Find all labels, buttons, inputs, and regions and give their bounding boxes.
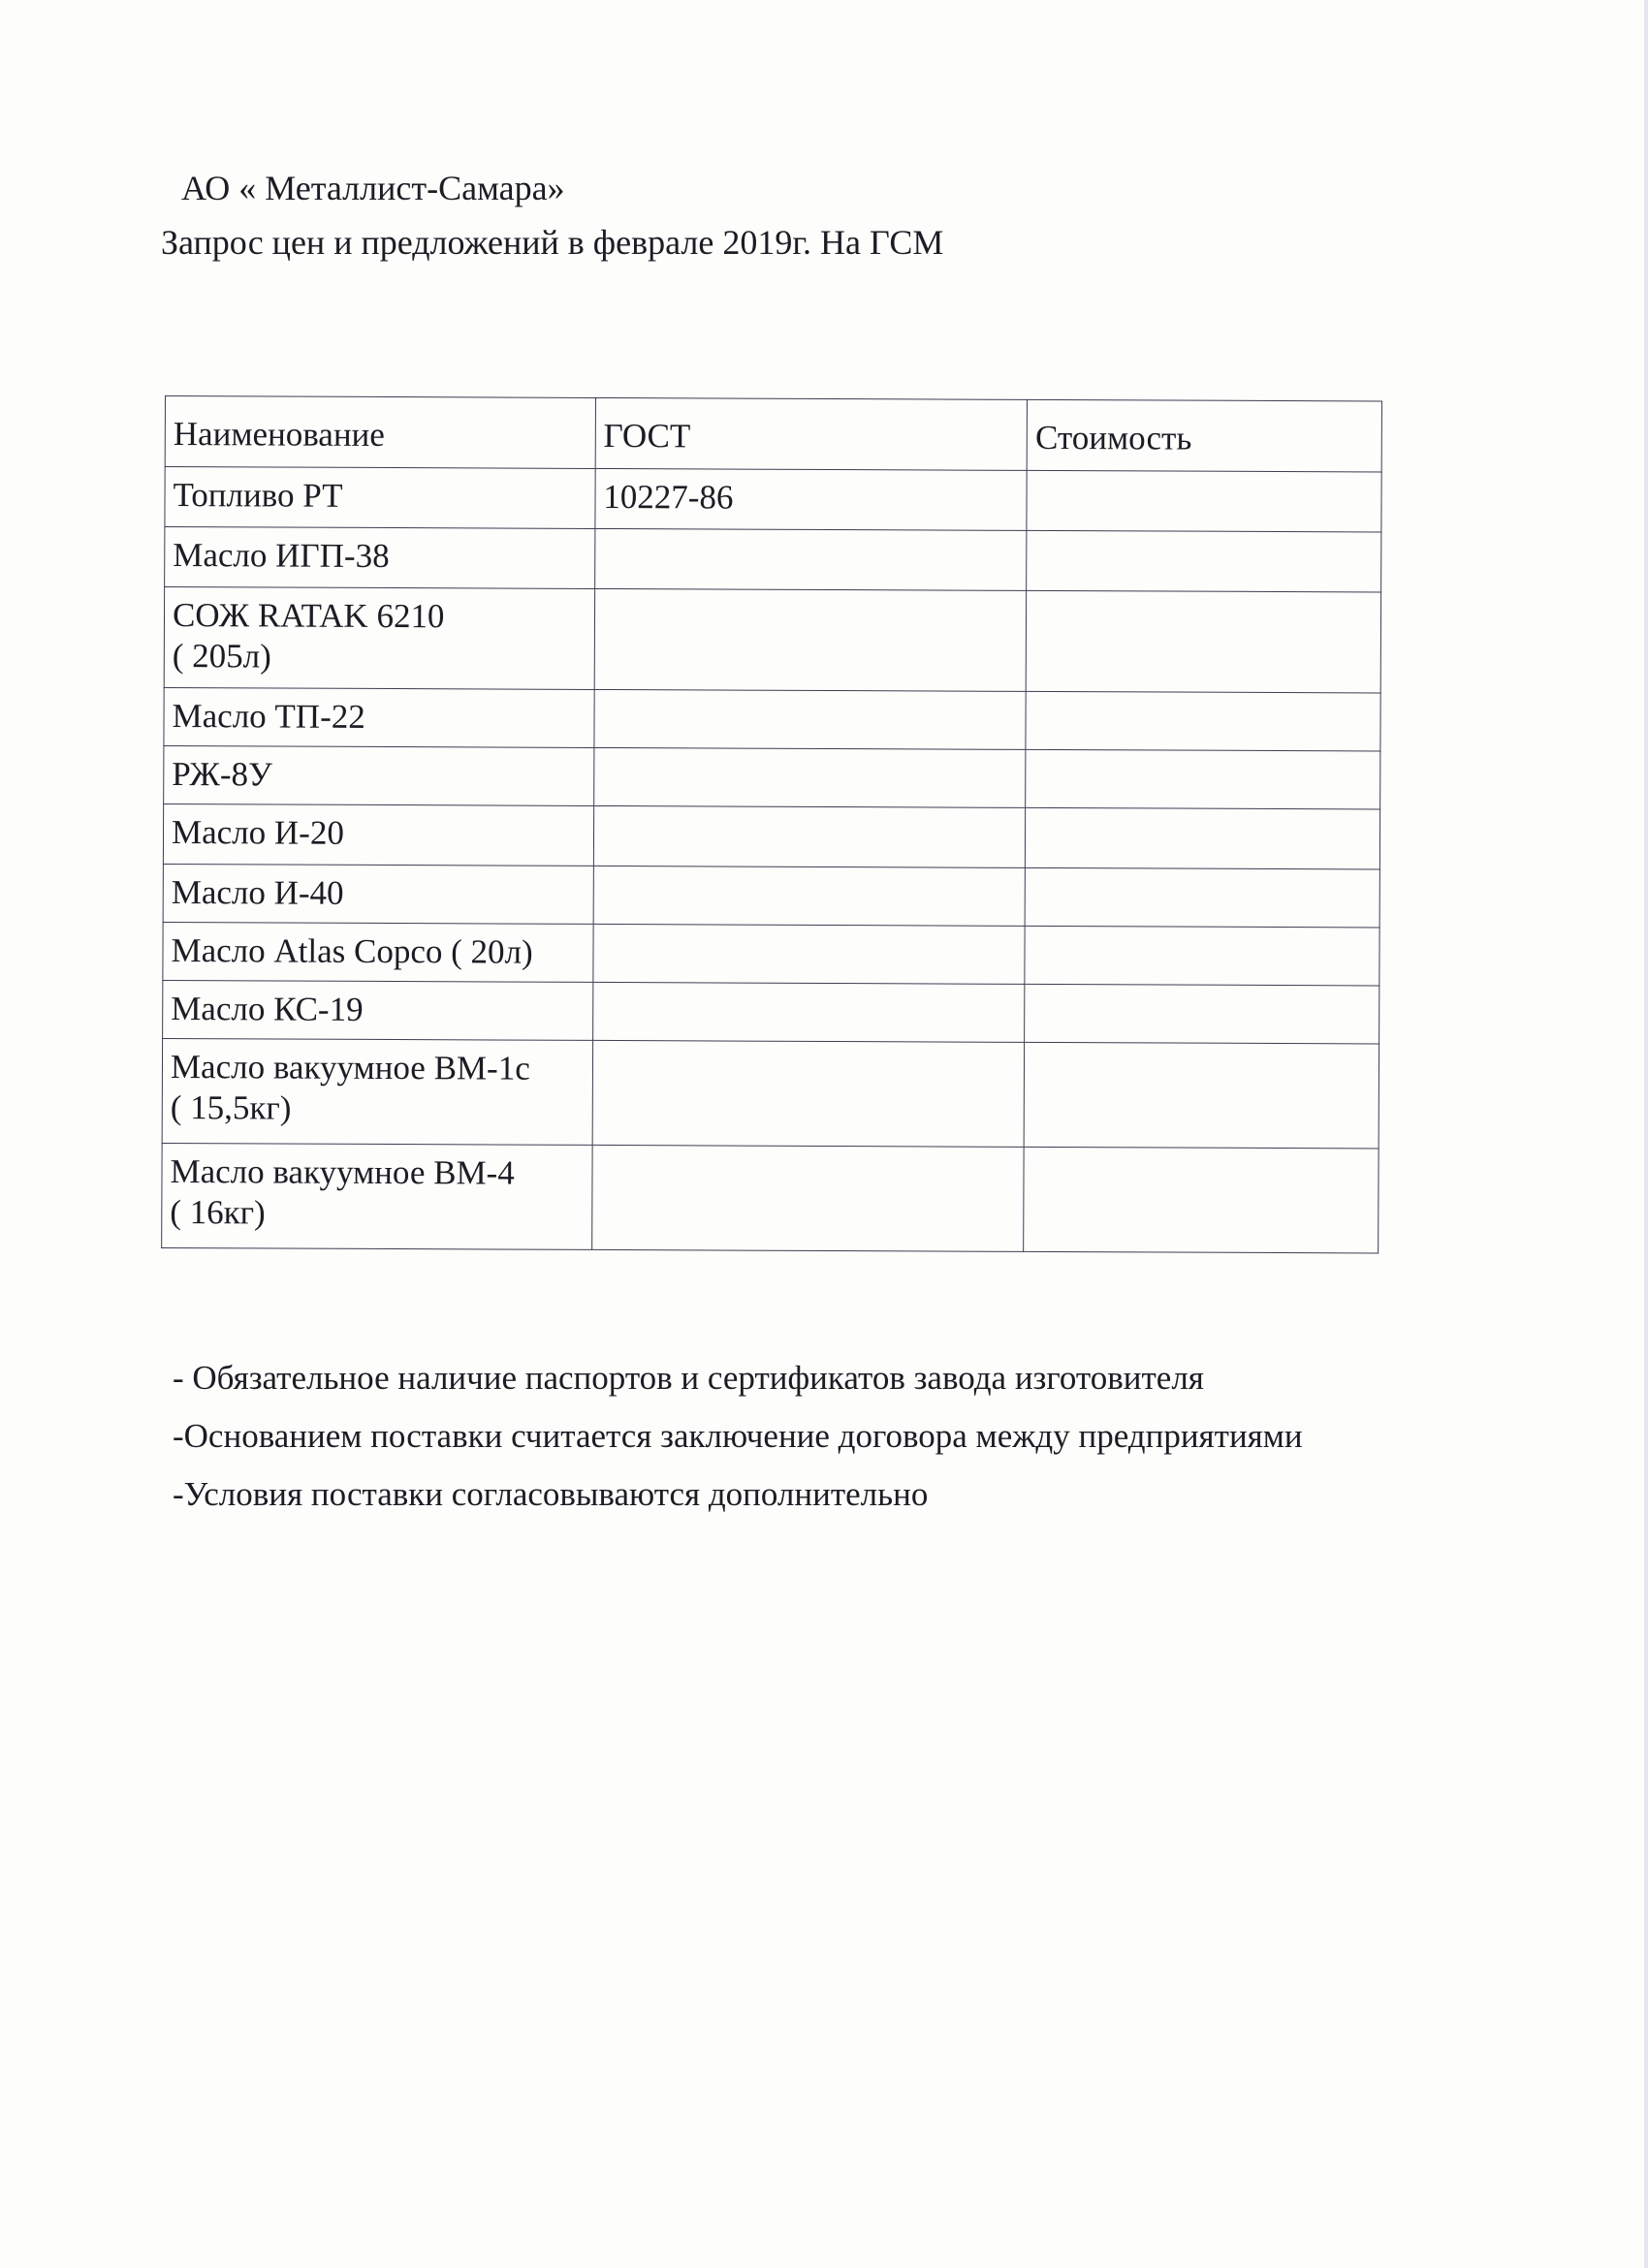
cost-cell xyxy=(1026,590,1380,693)
column-header-cost: Стоимость xyxy=(1027,399,1381,472)
gost-cell xyxy=(592,1040,1025,1147)
table-row xyxy=(165,527,1381,592)
item-name-cell: Масло И-40 xyxy=(163,864,593,924)
cost-cell xyxy=(1025,926,1379,986)
gost-cell xyxy=(591,1145,1024,1251)
column-header-gost: ГОСТ xyxy=(595,397,1028,470)
gost-cell xyxy=(593,747,1026,807)
table-row xyxy=(163,803,1379,868)
table-header-row xyxy=(165,396,1381,472)
note-contract-basis: -Основанием поставки считается заключение договора между предприятиями xyxy=(173,1417,1303,1455)
table-row xyxy=(163,980,1379,1043)
organization-name: АО « Металлист-Самара» xyxy=(181,169,565,207)
gost-cell: 10227-86 xyxy=(595,468,1028,530)
table-row xyxy=(164,587,1380,693)
cost-cell xyxy=(1027,470,1381,532)
gost-cell xyxy=(594,528,1027,590)
item-name-cell: Топливо РТ xyxy=(165,467,595,529)
item-name-cell: Масло вакуумное ВМ-4 ( 16кг) xyxy=(162,1143,592,1249)
cost-cell xyxy=(1024,1147,1379,1253)
document-title: Запрос цен и предложений в феврале 2019г. На ГСМ xyxy=(161,223,944,262)
cost-cell xyxy=(1026,807,1380,869)
item-name-cell: Масло ТП-22 xyxy=(164,687,594,747)
cost-cell xyxy=(1025,984,1379,1044)
gost-cell xyxy=(594,689,1027,749)
item-name-cell: Масло И-20 xyxy=(163,803,593,866)
cost-cell xyxy=(1026,749,1380,809)
item-name-cell: Масло ИГП-38 xyxy=(165,527,595,589)
conditions-notes xyxy=(173,1349,1303,1524)
table-row xyxy=(162,1143,1379,1252)
note-certificates: - Обязательное наличие паспортов и сертификатов завода изготовителя xyxy=(173,1359,1204,1397)
gost-cell xyxy=(593,866,1026,926)
table-row xyxy=(163,922,1379,985)
gost-cell xyxy=(592,982,1025,1042)
table-row xyxy=(164,745,1380,808)
cost-cell xyxy=(1024,1042,1379,1149)
cost-cell xyxy=(1025,867,1379,928)
table-row xyxy=(163,864,1379,927)
column-header-name: Наименование xyxy=(165,396,595,469)
cost-cell xyxy=(1027,530,1381,592)
gost-cell xyxy=(594,588,1027,691)
table-row xyxy=(165,467,1381,532)
cost-cell xyxy=(1026,691,1380,751)
gost-cell xyxy=(593,924,1026,984)
item-name-cell: РЖ-8У xyxy=(164,745,594,805)
item-name-cell: Масло вакуумное ВМ-1с ( 15,5кг) xyxy=(162,1038,592,1145)
table-row xyxy=(164,687,1380,750)
item-name-cell: Масло Atlas Copco ( 20л) xyxy=(163,922,593,982)
table-row xyxy=(162,1038,1379,1148)
item-name-cell: Масло КС-19 xyxy=(163,980,593,1040)
price-request-table xyxy=(161,395,1382,1253)
gost-cell xyxy=(593,805,1026,867)
note-delivery-terms: -Условия поставки согласовываются дополнительно xyxy=(173,1475,929,1513)
page-edge xyxy=(1644,0,1648,2268)
item-name-cell: СОЖ RATAK 6210 ( 205л) xyxy=(164,587,594,690)
